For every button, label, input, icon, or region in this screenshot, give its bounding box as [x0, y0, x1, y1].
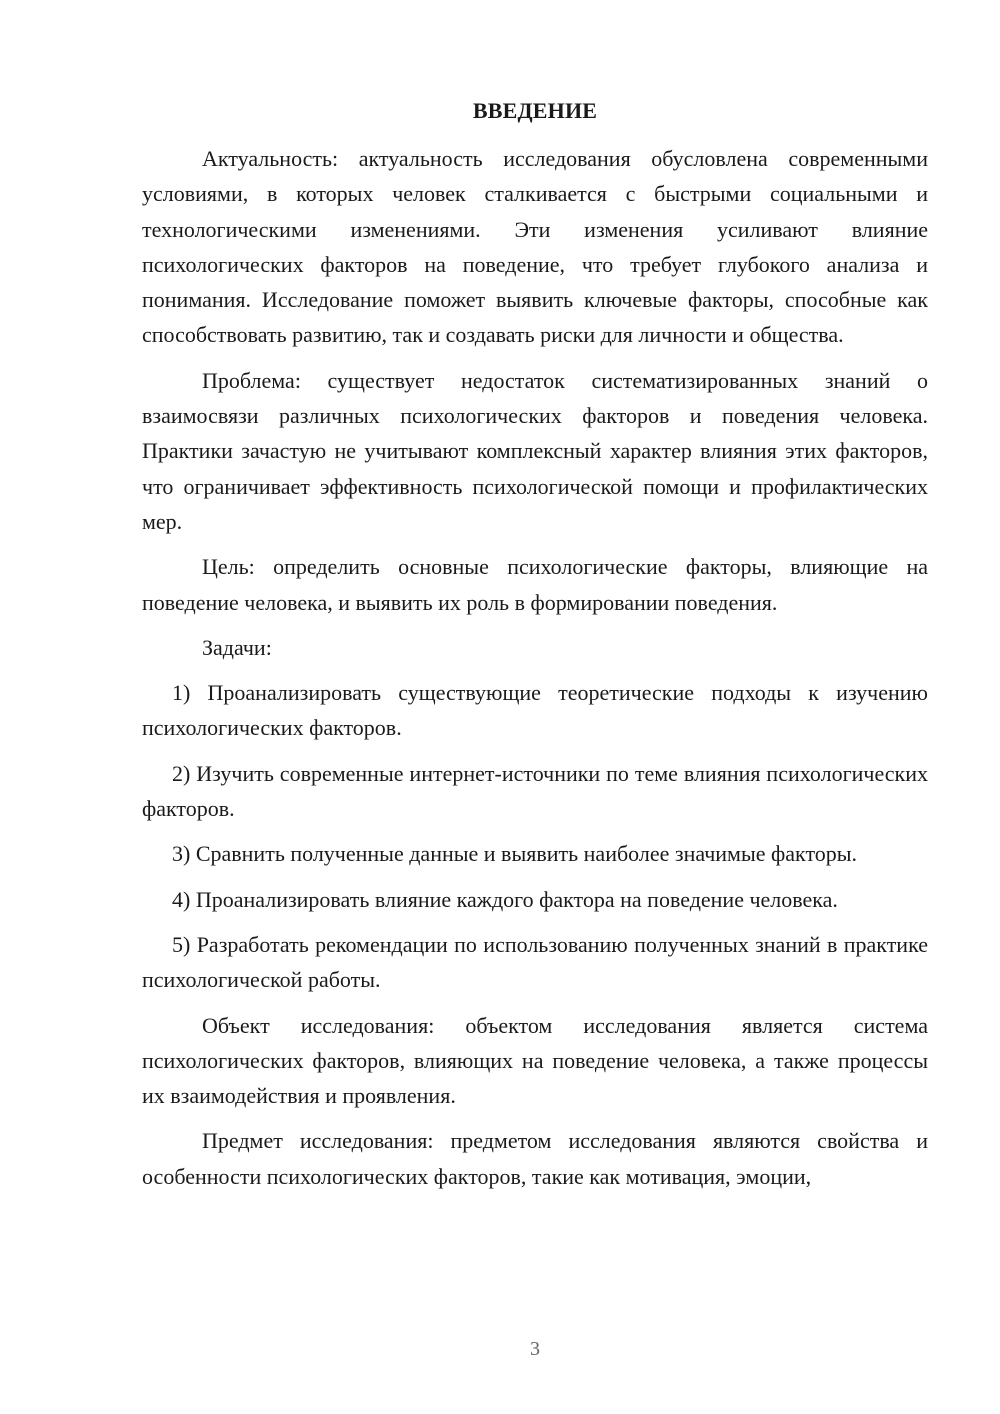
- paragraph-relevance: Актуальность: актуальность исследования обусловлена современными условиями, в которых человек сталкивается с быстрыми социальными и технологическими изменениями. Эти изменения усиливают влияние психологических факторов на поведение, что требует глубокого анализа и понимания. Исследование поможет выявить ключевые факторы, способные как способствовать развитию, так и создавать риски для личности и общества.: [142, 146, 928, 348]
- document-body: [142, 141, 928, 1204]
- task-item-5: 5) Разработать рекомендации по использованию полученных знаний в практике психологической работы.: [142, 931, 928, 993]
- task-item-3: 3) Сравнить полученные данные и выявить наиболее значимые факторы.: [172, 841, 858, 867]
- task-item-1: 1) Проанализировать существующие теоретические подходы к изучению психологических факторов.: [142, 680, 928, 741]
- task-item-4: 4) Проанализировать влияние каждого фактора на поведение человека.: [172, 886, 838, 912]
- paragraph-object: Объект исследования: объектом исследования является система психологических факторов, влияющих на поведение человека, а также процессы их взаимодействия и проявления.: [142, 1012, 928, 1109]
- tasks-label: Задачи:: [202, 634, 272, 660]
- paragraph-subject: Предмет исследования: предметом исследования являются свойства и особенности психологических факторов, такие как мотивация, эмоции,: [142, 1128, 928, 1189]
- paragraph-problem: Проблема: существует недостаток систематизированных знаний о взаимосвязи различных психологических факторов и поведения человека. Практики зачастую не учитывают комплексный характер влияния этих факторов, что ограничивает эффективность психологической помощи и профилактических мер.: [142, 367, 928, 534]
- page-number: 3: [530, 1338, 540, 1360]
- section-heading: ВВЕДЕНИЕ: [472, 98, 598, 123]
- task-item-2: 2) Изучить современные интернет-источники по теме влияния психологических факторов.: [142, 760, 928, 822]
- paragraph-goal: Цель: определить основные психологические факторы, влияющие на поведение человека, и выявить их роль в формировании поведения.: [142, 554, 928, 615]
